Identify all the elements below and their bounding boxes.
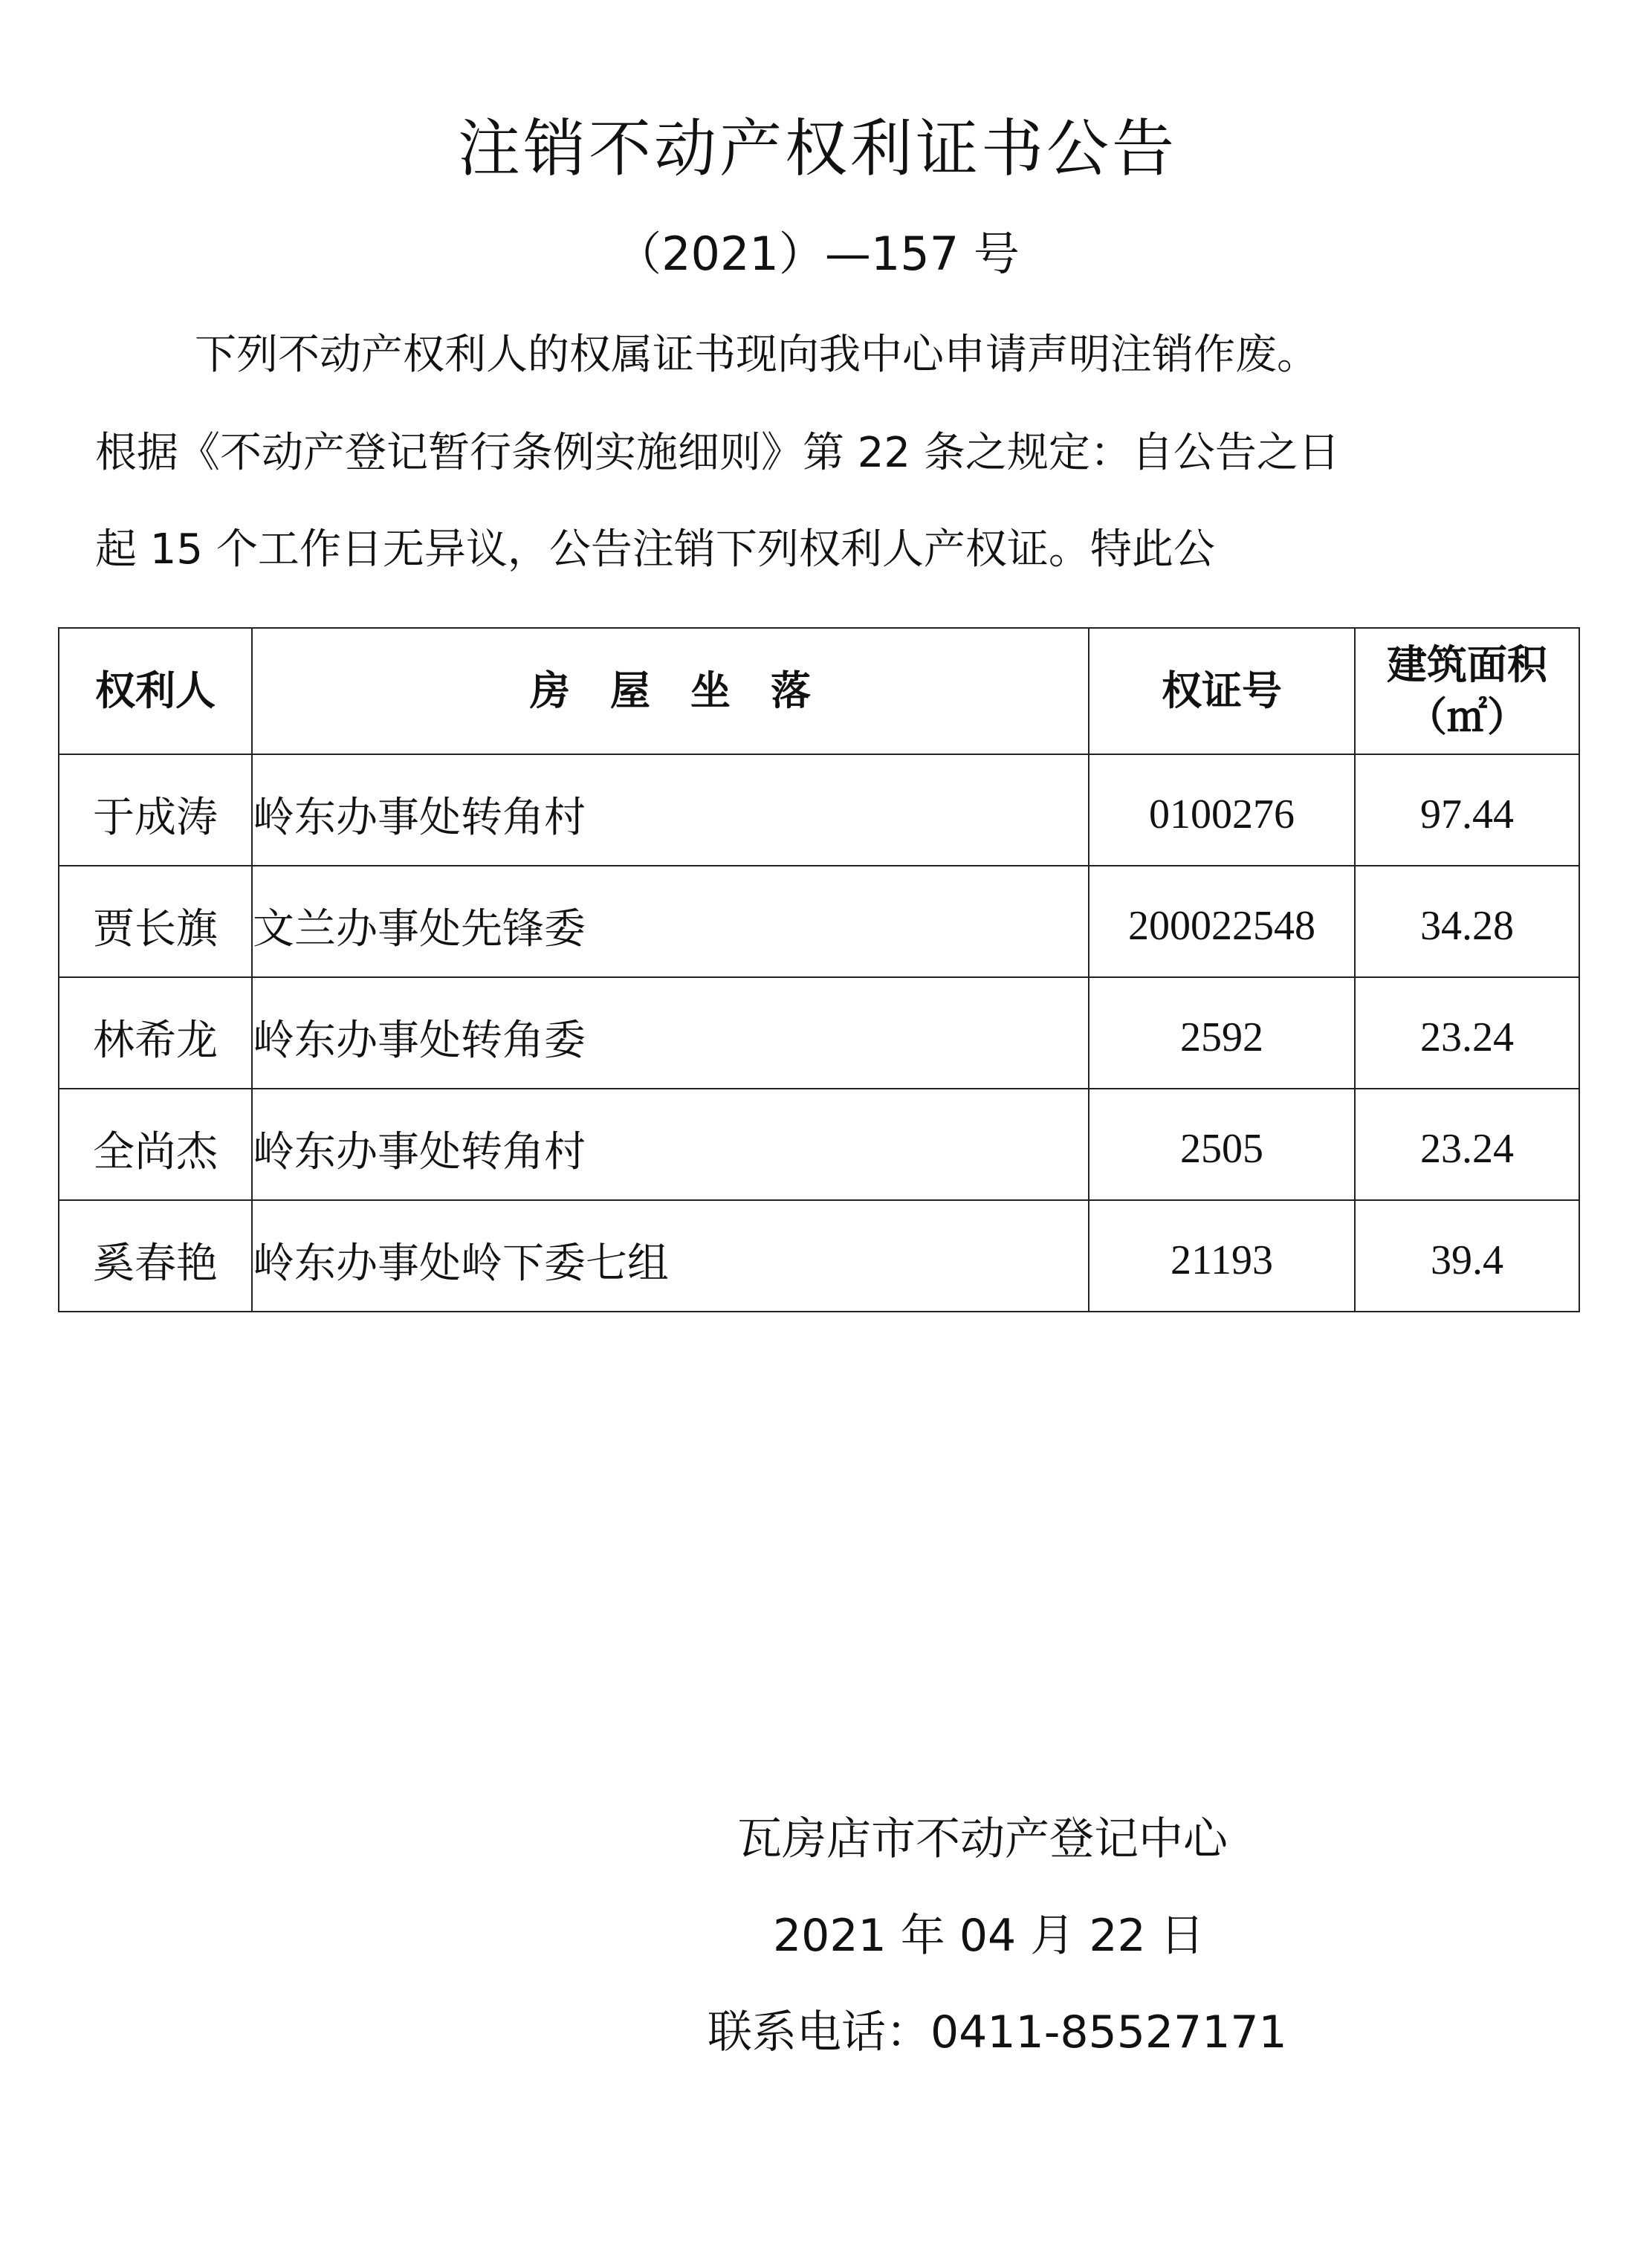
cell-area: 23.24: [1355, 1089, 1579, 1200]
issuing-organization: 瓦房店市不动产登记中心: [737, 1815, 1228, 1864]
cell-cert-no: 200022548: [1089, 866, 1355, 977]
cell-owner: 贾长旗: [59, 866, 252, 977]
header-location: 房 屋 坐 落: [252, 628, 1089, 754]
cell-area: 34.28: [1355, 866, 1579, 977]
cell-location: 岭东办事处转角村: [252, 1089, 1089, 1200]
notice-paragraph-line-3: 起 15 个工作日无异议，公告注销下列权利人产权证。特此公: [95, 525, 1215, 574]
issue-date: 2021 年 04 月 22 日: [773, 1910, 1205, 1962]
cell-owner: 于成涛: [59, 754, 252, 866]
cell-owner: 奚春艳: [59, 1200, 252, 1312]
page-title: 注销不动产权利证书公告: [457, 112, 1177, 185]
header-area-unit: （㎡）: [1407, 693, 1527, 740]
table-row: [59, 977, 1579, 1089]
cell-location: 岭东办事处转角委: [252, 977, 1089, 1089]
cell-cert-no: 2592: [1089, 977, 1355, 1089]
cell-cert-no: 0100276: [1089, 754, 1355, 866]
notice-paragraph-line-2: 根据《不动产登记暂行条例实施细则》第 22 条之规定：自公告之日: [95, 429, 1340, 477]
table-row: [59, 1200, 1579, 1312]
header-area: [1355, 628, 1579, 754]
cell-area: 23.24: [1355, 977, 1579, 1089]
header-owner: 权利人: [59, 628, 252, 754]
cell-location: 岭东办事处岭下委七组: [252, 1200, 1089, 1312]
table-row: [59, 754, 1579, 866]
table-header-row: [59, 628, 1579, 754]
cell-location: 文兰办事处先锋委: [252, 866, 1089, 977]
cell-owner: 全尚杰: [59, 1089, 252, 1200]
cell-area: 97.44: [1355, 754, 1579, 866]
cancelled-certificates-table: [58, 627, 1580, 1312]
header-cert-no: 权证号: [1089, 628, 1355, 754]
cell-owner: 林希龙: [59, 977, 252, 1089]
table-row: [59, 1089, 1579, 1200]
cell-area: 39.4: [1355, 1200, 1579, 1312]
cell-location: 岭东办事处转角村: [252, 754, 1089, 866]
contact-phone: 联系电话：0411-85527171: [708, 2006, 1287, 2058]
cell-cert-no: 21193: [1089, 1200, 1355, 1312]
header-area-label: 建筑面积: [1387, 641, 1547, 688]
cell-cert-no: 2505: [1089, 1089, 1355, 1200]
notice-paragraph-line-1: 下列不动产权利人的权属证书现向我中心申请声明注销作废。: [195, 331, 1318, 379]
table-row: [59, 866, 1579, 977]
document-number: （2021）—157 号: [615, 227, 1020, 281]
